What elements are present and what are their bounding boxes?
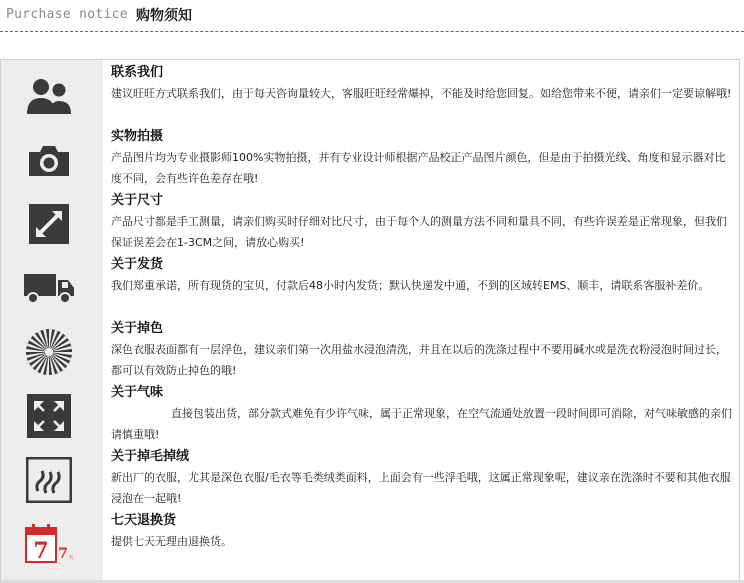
- item-title: 实物拍摄: [111, 129, 164, 144]
- camera-icon: [23, 136, 75, 184]
- badge-unit: 天: [68, 555, 74, 561]
- color-wheel-icon: [23, 328, 75, 376]
- notice-panel: [0, 59, 740, 581]
- item-title: 关于掉毛掉绒: [111, 449, 190, 464]
- item-body: 产品尺寸都是手工测量，请亲们购买时仔细对比尺寸，由于每个人的测量方法不同和量具不同，有些许误差是正常现象，但我们保证误差会在1-3CM之间，请放心购买!: [111, 215, 727, 249]
- badge-big-number: 7: [33, 538, 49, 564]
- notice-item-photo: [1, 124, 739, 188]
- seven-days-icon: [23, 520, 75, 568]
- truck-icon: [23, 264, 75, 312]
- notice-item-return: [1, 508, 739, 572]
- item-body: 新出厂的衣服，尤其是深色衣服/毛衣等毛类绒类面料，上面会有一些浮毛哦，这属正常现象呢，建议亲在洗涤时不要和其他衣服浸泡在一起哦!: [111, 471, 731, 505]
- header-title-cn: 购物须知: [136, 8, 192, 24]
- header-title-en: Purchase notice: [6, 7, 128, 22]
- notice-item-shipping: [1, 252, 739, 316]
- item-title: 关于气味: [111, 385, 164, 400]
- item-body: 我们郑重承诺，所有现货的宝贝，付款后48小时内发货；默认快递发中通，不到的区域转EMS、顺丰，请联系客服补差价。: [111, 279, 710, 292]
- item-body: 产品图片均为专业摄影师100%实物拍摄，并有专业设计师根据产品校正产品图片颜色，但是由于拍摄光线、角度和显示器对比度不同，会有些许色差存在哦!: [111, 151, 726, 185]
- item-body: 建议旺旺方式联系我们，由于每天咨询量较大，客服旺旺经常爆掉，不能及时给您回复。如给您带来不便，请亲们一定要谅解哦!: [111, 87, 732, 100]
- odor-waves-icon: [23, 456, 75, 504]
- page-header: [0, 0, 744, 36]
- header-divider: [0, 31, 744, 32]
- badge-small-number: 7: [58, 546, 68, 562]
- item-body: 深色衣服表面都有一层浮色，建议亲们第一次用盐水浸泡清洗，并且在以后的洗涤过程中不要用碱水或是洗衣粉浸泡时间过长，都可以有效防止掉色的哦!: [111, 343, 727, 377]
- item-body: 提供七天无理由退换货。: [111, 535, 232, 548]
- item-title: 关于发货: [111, 257, 164, 272]
- notice-item-lint: [1, 444, 739, 508]
- item-title: 关于掉色: [111, 321, 164, 336]
- item-title: 联系我们: [111, 65, 164, 80]
- item-title: 七天退换货: [111, 513, 177, 528]
- item-body-text: 直接包装出货，部分款式难免有少许气味，属于正常现象，在空气流通处放置一段时间即可消除，对气味敏感的亲们请慎重哦!: [111, 407, 732, 441]
- item-title: 关于尺寸: [111, 193, 164, 208]
- notice-item-size: [1, 188, 739, 252]
- expand-arrows-icon: [23, 392, 75, 440]
- notice-item-odor: [1, 380, 739, 444]
- users-icon: [23, 72, 75, 120]
- resize-arrow-icon: [23, 200, 75, 248]
- notice-item-contact: [1, 60, 739, 124]
- item-body: [111, 403, 735, 445]
- notice-item-fading: [1, 316, 739, 380]
